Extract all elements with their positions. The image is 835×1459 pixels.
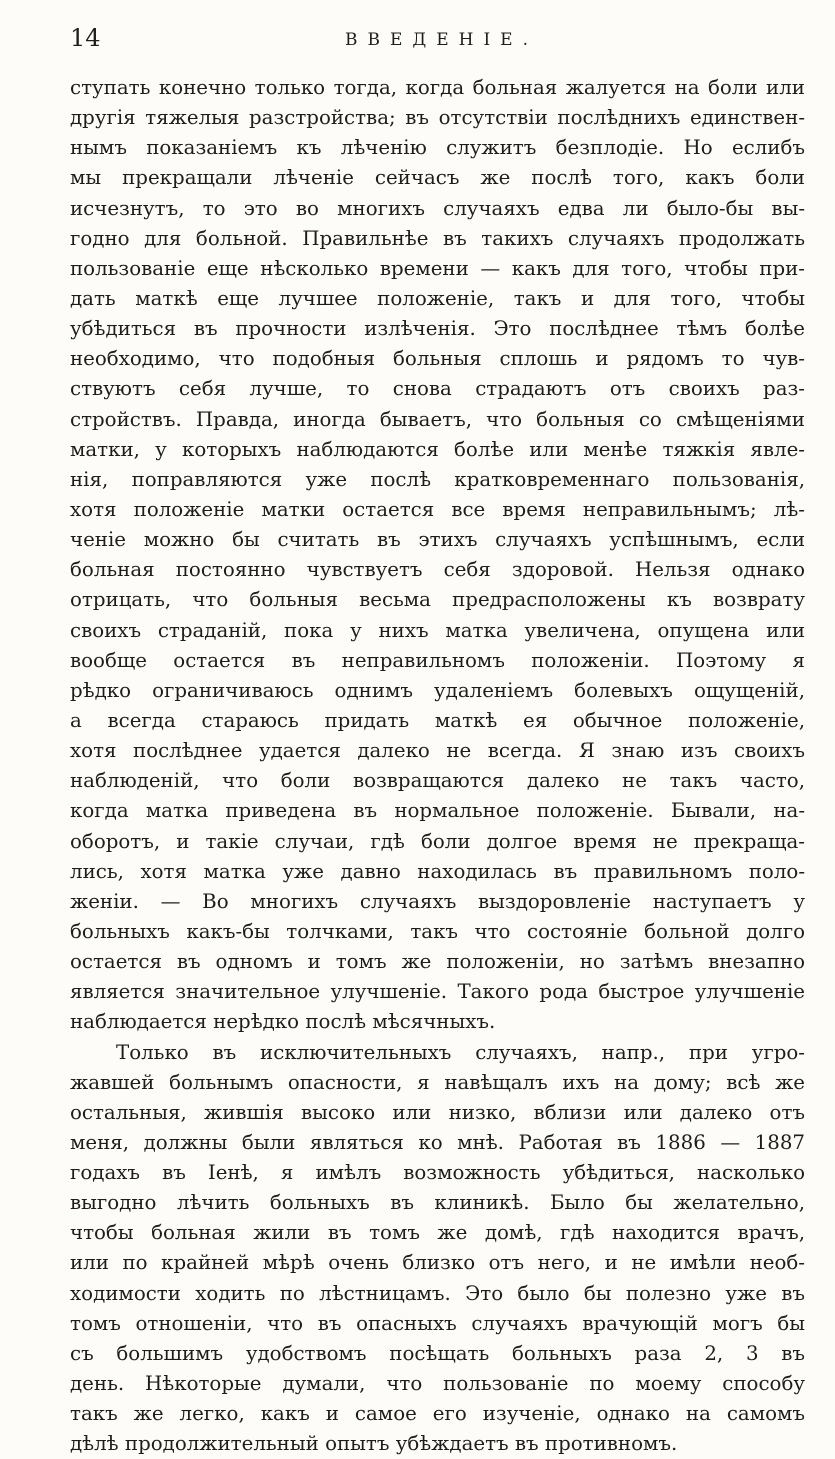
text-line: больныхъ какъ-бы толчками, такъ что состояніе больной долго: [70, 917, 805, 947]
text-line: нымъ показаніемъ къ лѣченію служитъ безплодіе. Но еслибъ: [70, 133, 805, 163]
page-number: 14: [70, 22, 101, 54]
text-line: своихъ страданій, пока у нихъ матка увеличена, опущена или: [70, 616, 805, 646]
text-line: наблюденій, что боли возвращаются далеко не такъ часто,: [70, 766, 805, 796]
text-line: ступать конечно только тогда, когда больная жалуется на боли или: [70, 73, 805, 103]
text-line: наблюдается нерѣдко послѣ мѣсячныхъ.: [70, 1007, 805, 1037]
text-line: матки, у которыхъ наблюдаются болѣе или менѣе тяжкія явле-: [70, 435, 805, 465]
text-line: меня, должны были являться ко мнѣ. Работая въ 1886 — 1887: [70, 1128, 805, 1158]
text-line: а всегда стараюсь придать маткѣ ея обычное положеніе,: [70, 706, 805, 736]
text-line: хотя послѣднее удается далеко не всегда. Я знаю изъ своихъ: [70, 736, 805, 766]
text-line: дать маткѣ еще лучшее положеніе, такъ и для того, чтобы: [70, 284, 805, 314]
body-text: [70, 73, 805, 1459]
text-line: лись, хотя матка уже давно находилась въ правильномъ поло-: [70, 857, 805, 887]
text-line: выгодно лѣчить больныхъ въ клиникѣ. Было бы желательно,: [70, 1188, 805, 1218]
text-line: съ большимъ удобствомъ посѣщать больныхъ раза 2, 3 въ: [70, 1339, 805, 1369]
text-line: томъ отношеніи, что въ опасныхъ случаяхъ врачующій могъ бы: [70, 1309, 805, 1339]
text-line: когда матка приведена въ нормальное положеніе. Бывали, на-: [70, 796, 805, 826]
text-line: больная постоянно чувствуетъ себя здоровой. Нельзя однако: [70, 555, 805, 585]
text-line: убѣдиться въ прочности излѣченія. Это послѣднее тѣмъ болѣе: [70, 314, 805, 344]
running-title: ВВЕДЕНІЕ.: [345, 26, 538, 54]
text-line: другія тяжелыя разстройства; въ отсутствіи послѣднихъ единствен-: [70, 103, 805, 133]
text-line: жавшей больнымъ опасности, я навѣщалъ ихъ на дому; всѣ же: [70, 1068, 805, 1098]
text-line: Только въ исключительныхъ случаяхъ, напр., при угро-: [70, 1038, 805, 1068]
text-line: рѣдко ограничиваюсь однимъ удаленіемъ болевыхъ ощущеній,: [70, 676, 805, 706]
text-line: день. Нѣкоторые думали, что пользованіе по моему способу: [70, 1369, 805, 1399]
text-line: или по крайней мѣрѣ очень близко отъ него, и не имѣли необ-: [70, 1248, 805, 1278]
text-line: пользованіе еще нѣсколько времени — какъ для того, чтобы при-: [70, 254, 805, 284]
text-line: ходимости ходить по лѣстницамъ. Это было бы полезно уже въ: [70, 1279, 805, 1309]
text-line: оборотъ, и такіе случаи, гдѣ боли долгое время не прекраща-: [70, 827, 805, 857]
text-line: стройствъ. Правда, иногда бываетъ, что больныя со смѣщеніями: [70, 405, 805, 435]
text-line: дѣлѣ продолжительный опытъ убѣждаетъ въ противномъ.: [70, 1429, 805, 1459]
text-line: чтобы больная жили въ томъ же домѣ, гдѣ находится врачъ,: [70, 1218, 805, 1248]
text-line: такъ же легко, какъ и самое его изученіе, однако на самомъ: [70, 1399, 805, 1429]
paragraph: [70, 73, 805, 1038]
text-line: женіи. — Во многихъ случаяхъ выздоровленіе наступаетъ у: [70, 887, 805, 917]
text-line: ченіе можно бы считать въ этихъ случаяхъ успѣшнымъ, если: [70, 525, 805, 555]
text-line: отрицать, что больныя весьма предрасположены къ возврату: [70, 585, 805, 615]
text-line: исчезнутъ, то это во многихъ случаяхъ едва ли было-бы вы-: [70, 194, 805, 224]
page-header: [70, 22, 805, 58]
text-line: хотя положеніе матки остается все время неправильнымъ; лѣ-: [70, 495, 805, 525]
text-line: нія, поправляются уже послѣ кратковременнаго пользованія,: [70, 465, 805, 495]
paragraph: [70, 1038, 805, 1459]
text-line: мы прекращали лѣченіе сейчасъ же послѣ того, какъ боли: [70, 163, 805, 193]
text-line: является значительное улучшеніе. Такого рода быстрое улучшеніе: [70, 977, 805, 1007]
text-line: необходимо, что подобныя больныя сплошь и рядомъ то чув-: [70, 344, 805, 374]
text-line: остальныя, жившія высоко или низко, вблизи или далеко отъ: [70, 1098, 805, 1128]
text-line: остается въ одномъ и томъ же положеніи, но затѣмъ внезапно: [70, 947, 805, 977]
text-line: годно для больной. Правильнѣе въ такихъ случаяхъ продолжать: [70, 224, 805, 254]
text-line: вообще остается въ неправильномъ положеніи. Поэтому я: [70, 646, 805, 676]
text-line: годахъ въ Іенѣ, я имѣлъ возможность убѣдиться, насколько: [70, 1158, 805, 1188]
text-line: ствуютъ себя лучше, то снова страдаютъ отъ своихъ раз-: [70, 374, 805, 404]
